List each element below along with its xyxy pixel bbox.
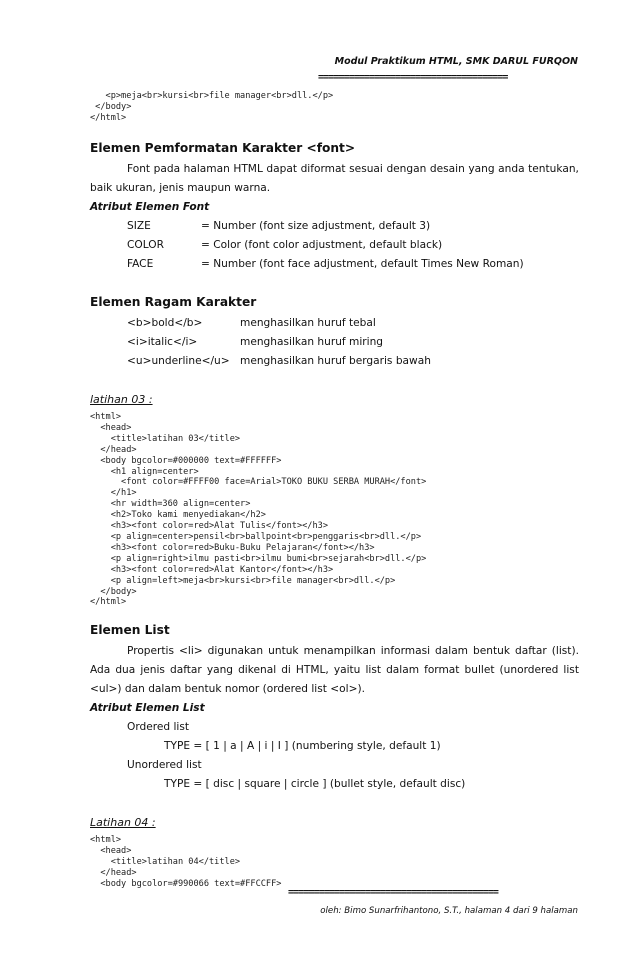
footer-rule: =========================================	[288, 887, 498, 898]
ragam-tag-bold: <b>bold</b>	[127, 317, 203, 329]
word: dalam	[435, 645, 469, 657]
ragam-tag-underline: <u>underline</u>	[127, 355, 230, 367]
list-attr-heading: Atribut Elemen List	[90, 702, 205, 714]
ragam-desc-bold: menghasilkan huruf tebal	[240, 317, 376, 329]
latihan-03-code: <html> <head> <title>latihan 03</title> </head> <body bgcolor=#000000 text=#FFFFFF> <h1 align=center> <font color=#FFFF00 face=Arial>TOKO BUKU SERBA MURAH</font> </h1> <hr width=360 align=center> <h2>Toko kami menyediakan</h2> <h3><font color=red>Alat Tulis</font></h3> <p align=center>pensil<br>ballpoint<br>penggaris<br>dll.</p> <h3><font color=red>Buku-Buku Pelajaran</font></h3> <p align=right>ilmu pasti<br>ilmu bumi<br>sejarah<br>dll.</p> <h3><font color=red>Alat Kantor</font></h3> <p align=left>meja<br>kursi<br>file manager<br>dll.</p> </body> </html>	[90, 412, 427, 608]
ragam-desc-underline: menghasilkan huruf bergaris bawah	[240, 355, 431, 367]
footer-text: oleh: Bimo Sunarfrihantono, S.T., halaman 4 dari 9 halaman	[320, 906, 578, 916]
list-section-heading: Elemen List	[90, 623, 170, 637]
word: dikenal	[238, 664, 277, 676]
word: HTML,	[295, 664, 329, 676]
word: pada	[153, 163, 181, 175]
word: jenis	[140, 664, 165, 676]
ordered-list-label: Ordered list	[127, 721, 190, 733]
font-section-heading: Elemen Pemformatan Karakter <font>	[90, 141, 356, 155]
word: bullet	[464, 664, 495, 676]
word: di	[281, 664, 291, 676]
word: list	[365, 664, 382, 676]
word: Font	[127, 163, 151, 175]
word: anda	[498, 163, 525, 175]
word: dua	[115, 664, 136, 676]
word: list	[563, 664, 579, 676]
word: (unordered	[499, 664, 559, 676]
ragam-tag-italic: <i>italic</i>	[127, 336, 198, 348]
word: desain	[429, 163, 465, 175]
word: sesuai	[349, 163, 383, 175]
word: HTML	[233, 163, 263, 175]
word: format	[424, 664, 460, 676]
word: dalam	[386, 664, 420, 676]
list-para-line1	[127, 645, 579, 657]
word: tentukan,	[528, 163, 579, 175]
unordered-list-label: Unordered list	[127, 759, 202, 771]
word: yang	[206, 664, 234, 676]
attr-name-size: SIZE	[127, 220, 151, 232]
attr-desc-color: = Color (font color adjustment, default black)	[201, 239, 443, 251]
unordered-list-type: TYPE = [ disc | square | circle ] (bullet style, default disc)	[164, 778, 466, 790]
word: (list).	[551, 645, 579, 657]
word: untuk	[268, 645, 299, 657]
list-para-line2	[90, 664, 579, 676]
word: Ada	[90, 664, 111, 676]
ragam-desc-italic: menghasilkan huruf miring	[240, 336, 384, 348]
word: daftar	[514, 645, 547, 657]
attr-name-face: FACE	[127, 258, 154, 270]
attr-desc-size: = Number (font size adjustment, default 3)	[201, 220, 431, 232]
latihan-04-code: <html> <head> <title>latihan 04</title> </head> <body bgcolor=#990066 text=#FFCCFF>	[90, 835, 282, 889]
word: yaitu	[333, 664, 361, 676]
word: digunakan	[207, 645, 264, 657]
attr-name-color: COLOR	[127, 239, 164, 251]
latihan-04-title: Latihan 04 :	[90, 816, 156, 829]
word: Propertis	[127, 645, 175, 657]
word: menampilkan	[303, 645, 376, 657]
header-rule: =====================================	[318, 72, 508, 83]
list-para-line3: <ul>) dan dalam bentuk nomor (ordered list <ol>).	[90, 683, 365, 695]
word: diformat	[300, 163, 346, 175]
ordered-list-type: TYPE = [ 1 | a | A | i | I ] (numbering style, default 1)	[164, 740, 441, 752]
word: dengan	[386, 163, 427, 175]
word: bentuk	[473, 645, 510, 657]
word: informasi	[380, 645, 431, 657]
font-para-line1	[127, 163, 579, 175]
word: dapat	[266, 163, 298, 175]
latihan-03-title: latihan 03 :	[90, 393, 153, 406]
word: daftar	[170, 664, 202, 676]
attr-desc-face: = Number (font face adjustment, default Times New Roman)	[201, 258, 524, 270]
ragam-section-heading: Elemen Ragam Karakter	[90, 295, 257, 309]
header-title: Modul Praktikum HTML, SMK DARUL FURQON	[334, 56, 578, 67]
word: <li>	[179, 645, 203, 657]
word: yang	[468, 163, 495, 175]
word: halaman	[183, 163, 230, 175]
code-top: <p>meja<br>kursi<br>file manager<br>dll.</p> </body> </html>	[90, 91, 334, 123]
font-attr-heading: Atribut Elemen Font	[90, 201, 210, 213]
font-para-line2: baik ukuran, jenis maupun warna.	[90, 182, 271, 194]
